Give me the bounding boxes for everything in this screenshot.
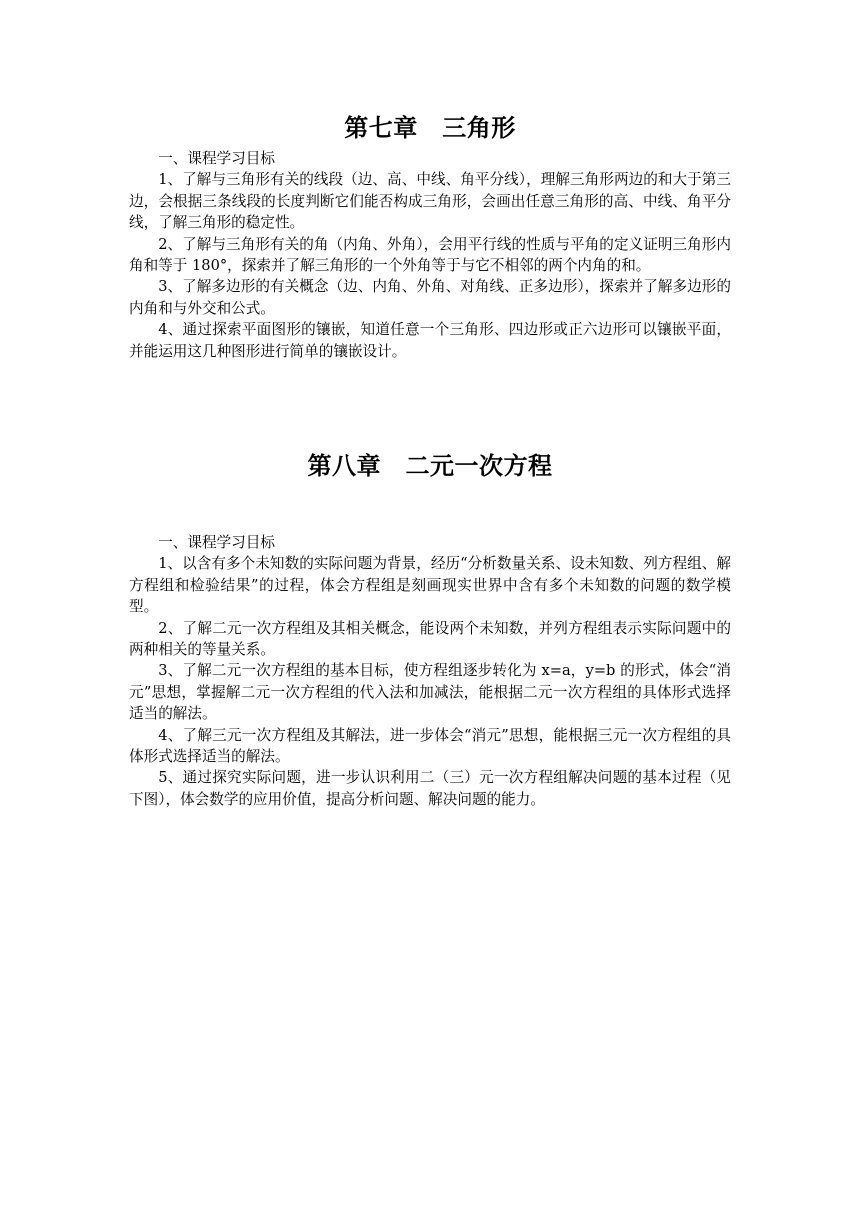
chapter-body xyxy=(129,532,731,810)
objective-item: 4、了解三元一次方程组及其解法，进一步体会“消元”思想，能根据三元一次方程组的具体形式选择适当的解法。 xyxy=(129,726,731,766)
objective-item: 3、了解二元一次方程组的基本目标，使方程组逐步转化为 x=a，y=b 的形式，体会“消元”思想，掌握解二元一次方程组的代入法和加减法，能根据二元一次方程组的具体形式选择适当的解法。 xyxy=(129,662,731,723)
objective-item: 5、通过探究实际问题，进一步认识利用二（三）元一次方程组解决问题的基本过程（见下图），体会数学的应用价值，提高分析问题、解决问题的能力。 xyxy=(129,769,731,808)
objective-item: 4、通过探索平面图形的镶嵌，知道任意一个三角形、四边形或正六边形可以镶嵌平面，并能运用这几种图形进行简单的镶嵌设计。 xyxy=(129,321,731,360)
objective-item: 2、了解与三角形有关的角（内角、外角），会用平行线的性质与平角的定义证明三角形内角和等于 180°，探索并了解三角形的一个外角等于与它不相邻的两个内角的和。 xyxy=(129,235,731,275)
chapter-title: 第八章 二元一次方程 xyxy=(307,452,553,480)
objective-item: 3、了解多边形的有关概念（边、内角、外角、对角线、正多边形），探索并了解多边形的内角和与外交和公式。 xyxy=(129,278,731,317)
section-heading: 一、课程学习目标 xyxy=(158,150,275,167)
section-heading: 一、课程学习目标 xyxy=(158,534,275,551)
objective-item: 2、了解二元一次方程组及其相关概念，能设两个未知数，并列方程组表示实际问题中的两种相关的等量关系。 xyxy=(129,619,731,659)
objective-item: 1、以含有多个未知数的实际问题为背景，经历“分析数量关系、设未知数、列方程组、解方程组和检验结果”的过程，体会方程组是刻画现实世界中含有多个未知数的问题的数学模型。 xyxy=(129,555,731,616)
chapter-title: 第七章 三角形 xyxy=(344,114,516,142)
chapter-body xyxy=(129,148,731,362)
objective-item: 1、了解与三角形有关的线段（边、高、中线、角平分线），理解三角形两边的和大于第三边，会根据三条线段的长度判断它们能否构成三角形，会画出任意三角形的高、中线、角平分线，了解三角形的稳定性。 xyxy=(129,171,731,232)
